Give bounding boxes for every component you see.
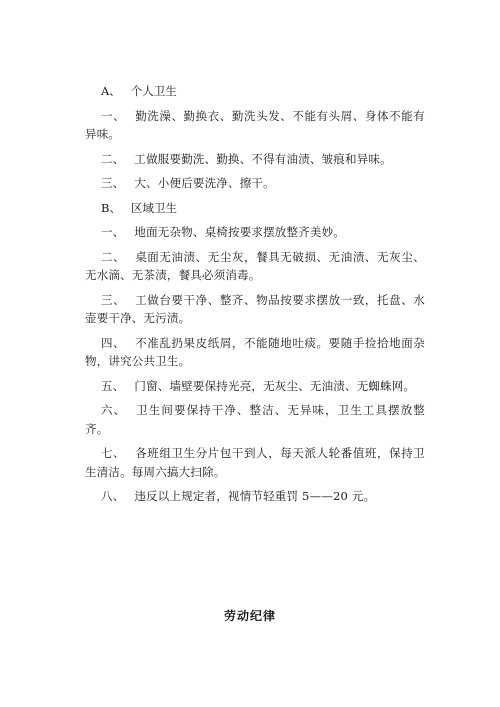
list-item — [85, 444, 425, 481]
list-item — [85, 248, 425, 285]
section-marker: B、 — [101, 200, 121, 215]
item-number: 六、 — [101, 403, 127, 417]
item-number: 三、 — [101, 292, 126, 307]
item-text: 门窗、墙壁要保持光亮，无灰尘、无油渍、无蜘蛛网。 — [134, 378, 416, 393]
item-text: 地面无杂物、桌椅按要求摆放整齐美妙。 — [134, 225, 346, 239]
list-item — [85, 401, 425, 438]
item-number: 四、 — [101, 335, 126, 350]
item-number: 一、 — [101, 225, 125, 239]
item-number: 七、 — [101, 446, 126, 460]
item-number: 八、 — [101, 489, 125, 503]
item-text: 不准乱扔果皮纸屑，不能随地吐痰。要随手捡拾地面杂物，讲究公共卫生。 — [85, 335, 425, 368]
item-text: 大、小便后要洗净、擦干。 — [134, 176, 275, 190]
item-number: 一、 — [101, 108, 126, 123]
item-number: 二、 — [101, 249, 126, 264]
next-section-title: 劳动纪律 — [223, 609, 276, 623]
document-body — [85, 82, 425, 512]
item-text: 卫生间要保持干净、整洁、无异味，卫生工具摆放整齐。 — [85, 403, 425, 436]
list-item — [85, 223, 425, 242]
list-item — [85, 107, 425, 144]
item-text: 工做服要勤洗、勤换、不得有油渍、皱痕和异味。 — [134, 151, 392, 166]
list-item — [85, 334, 425, 371]
list-item — [85, 487, 425, 506]
item-text: 桌面无油渍、无尘灰，餐具无破损、无油渍、无灰尘、无水滴、无茶渍，餐具必须消毒。 — [85, 249, 425, 282]
list-item — [85, 150, 425, 169]
section-heading-a — [85, 82, 425, 101]
section-marker: A、 — [101, 84, 121, 98]
item-text: 违反以上规定者，视情节轻重罚 5——20 元。 — [134, 489, 376, 503]
item-text: 各班组卫生分片包干到人，每天派人轮番值班，保持卫生清洁。每周六搞大扫除。 — [85, 446, 425, 479]
list-item — [85, 377, 425, 396]
item-number: 三、 — [101, 176, 125, 190]
list-item — [85, 291, 425, 328]
item-number: 二、 — [101, 151, 125, 166]
section-heading-b — [85, 199, 425, 218]
item-text: 工做台要干净、整齐、物品按要求摆放一致，托盘、水壶要干净、无污渍。 — [85, 292, 425, 325]
section-title: 个人卫生 — [130, 84, 177, 98]
item-text: 勤洗澡、勤换衣、勤洗头发、不能有头屑、身体不能有异味。 — [85, 108, 425, 141]
item-number: 五、 — [101, 378, 125, 393]
list-item — [85, 174, 425, 193]
section-title: 区域卫生 — [130, 200, 177, 215]
